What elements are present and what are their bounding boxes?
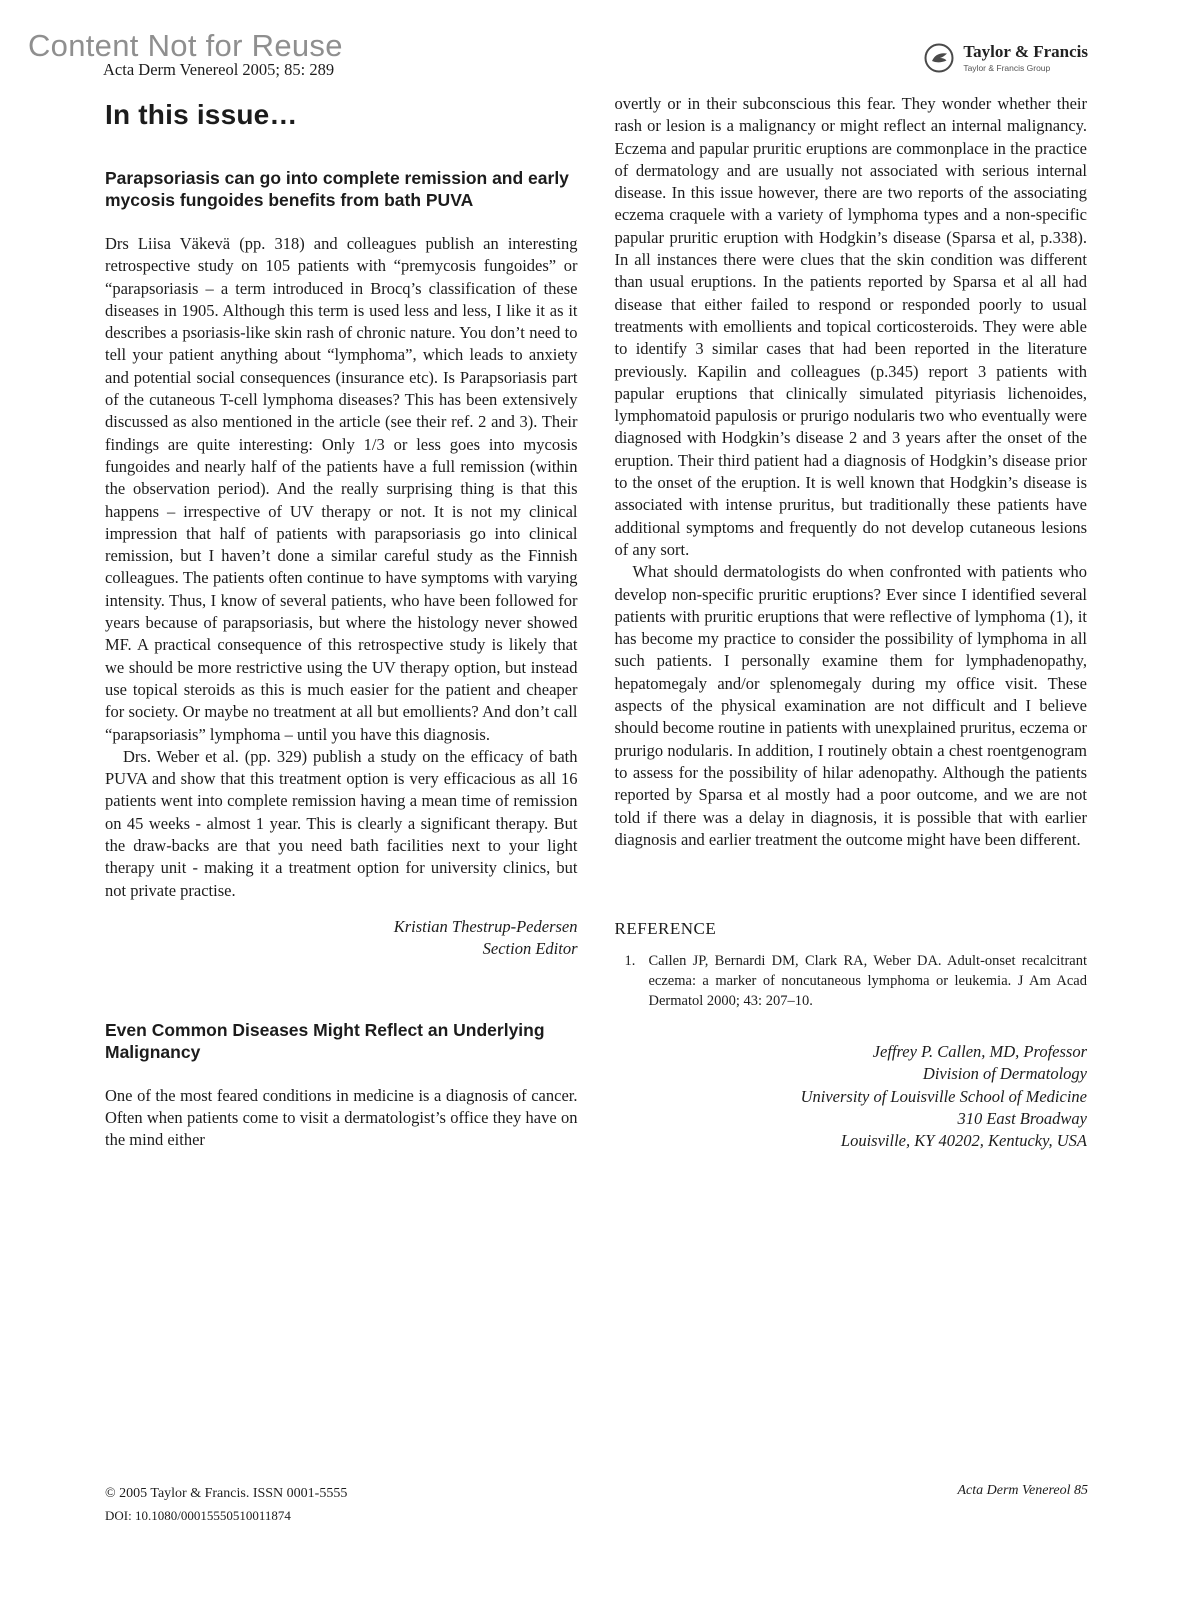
- right-column: [615, 93, 1088, 1153]
- body-paragraph: Drs. Weber et al. (pp. 329) publish a study on the efficacy of bath PUVA and show that this treatment option is very efficacious as all 16 patients went into complete remission having a mean time of remission on 45 weeks - almost 1 year. This is clearly a significant therapy. But the draw-backs are that you need bath facilities next to your light therapy unit - making it a treatment option for university clinics, but not private practise.: [105, 746, 578, 900]
- author-signature-line: Louisville, KY 40202, Kentucky, USA: [840, 1131, 1087, 1151]
- section-editor-name: Kristian Thestrup-Pedersen: [393, 916, 578, 936]
- reference-text: Callen JP, Bernardi DM, Clark RA, Weber DA. Adult-onset recalcitrant eczema: a marker of noncutaneous lymphoma or leukemia. J Am Acad Dermatol 2000; 43: 207–10.: [648, 953, 1087, 1010]
- author-signature-line: Division of Dermatology: [922, 1064, 1087, 1084]
- author-signature-line: 310 East Broadway: [957, 1108, 1087, 1128]
- body-paragraph: What should dermatologists do when confronted with patients who develop non-specific pruritic eruptions? Ever since I identified several patients with pruritic eruptions that were reflective of lymphoma (1), it has become my practice to consider the possibility of lymphoma in all such patients. I personally examine them for lymphadenopathy, hepatomegaly and/or splenomegaly during my office visit. These aspects of the physical examination are not difficult and I believe should become routine in patients with unexplained pruritus, eczema or prurigo nodularis. In addition, I routinely obtain a chest roentgenogram to assess for the possibility of hilar adenopathy. Although the patients reported by Sparsa et al mostly had a poor outcome, and we are not told if there was a delay in diagnosis, it is possible that with earlier diagnosis and earlier treatment the outcome might have been different.: [614, 562, 1087, 849]
- author-signature-line: University of Louisville School of Medicine: [800, 1086, 1087, 1106]
- body-paragraph: Drs Liisa Väkevä (pp. 318) and colleagues publish an interesting retrospective study on 105 patients with “premycosis fungoides” or “parapsoriasis – a term introduced in Brocq’s classification of these diseases in 1905. Although this term is used less and less, I like it as it describes a psoriasis-like skin rash of chronic nature. You don’t need to tell your patient anything about “lymphoma”, which leads to anxiety and potential social consequences (insurance etc). Is Parapsoriasis part of the cutaneous T-cell lymphoma diseases? This has been extensively discussed as also mentioned in the article (see their ref. 2 and 3). Their findings are quite interesting: Only 1/3 or less goes into mycosis fungoides and nearly half of the patients have a full remission (within the observation period). And the really surprising thing is that this happens – irrespective of UV therapy or not. It is not my clinical impression that half of patients with parapsoriasis go into clinical remission, but I haven’t done a similar careful study as the Finnish colleagues. The patients often continue to have symptoms with varying intensity. Thus, I know of several patients, who have been followed for years because of parapsoriasis, but where the histology never showed MF. A practical consequence of this retrospective study is likely that we should be more restrictive using the UV therapy option, but instead use topical steroids as this is much easier for the patient and cheaper for society. Or maybe no treatment at all but emollients? And don’t call “parapsoriasis” lymphoma – until you have this diagnosis.: [105, 234, 578, 744]
- taylor-francis-swan-icon: [923, 42, 955, 74]
- page-footer: [105, 1483, 1088, 1527]
- watermark-text: Content Not for Reuse: [28, 28, 343, 63]
- section-heading-common-diseases: Even Common Diseases Might Reflect an Underlying Malignancy: [105, 1019, 545, 1062]
- footer-imprint: [105, 1483, 347, 1527]
- body-paragraph: One of the most feared conditions in medicine is a diagnosis of cancer. Often when patients come to visit a dermatologist’s office they have on the mind either: [105, 1085, 578, 1150]
- publisher-name: Taylor & Francis: [963, 41, 1088, 61]
- author-signature: [615, 1041, 1088, 1152]
- footer-journal-name: Acta Derm Venereol 85: [957, 1483, 1088, 1498]
- reference-heading: REFERENCE: [614, 919, 717, 939]
- journal-citation: Acta Derm Venereol 2005; 85: 289: [103, 60, 335, 79]
- section-editor-role: Section Editor: [482, 939, 578, 959]
- author-signature-line: Jeffrey P. Callen, MD, Professor: [872, 1042, 1087, 1062]
- two-column-body: [105, 93, 1087, 1153]
- reference-item: [615, 951, 1088, 1011]
- section-heading-parapsoriasis: Parapsoriasis can go into complete remission and early mycosis fungoides benefits from bath PUVA: [105, 168, 569, 210]
- section-editor-signature: [105, 916, 578, 961]
- footer-doi: DOI: 10.1080/00015550510011874: [105, 1508, 291, 1523]
- publisher-group: Taylor & Francis Group: [963, 62, 1051, 73]
- left-column: [105, 93, 578, 1153]
- reference-number: 1.: [624, 953, 636, 970]
- page-title: In this issue…: [105, 99, 298, 130]
- publisher-wordmark: [963, 43, 1088, 73]
- footer-copyright: © 2005 Taylor & Francis. ISSN 0001-5555: [105, 1486, 348, 1501]
- body-paragraph: overtly or in their subconscious this fear. They wonder whether their rash or lesion is a malignancy or might reflect an internal malignancy. Eczema and papular pruritic eruptions are commonplace in the practice of dermatology and are usually not associated with serious internal disease. In this issue however, there are two reports of the associating eczema craquele with a variety of lymphoma types and a non-specific papular pruritic eruption with Hodgkin’s disease (Sparsa et al, p.338). In all instances there were clues that the skin condition was different than usual eruptions. In the patients reported by Sparsa et al all had disease that either failed to respond or responded poorly to usual treatments with emollients and topical corticosteroids. They were able to identify 3 similar cases that had been reported in the literature previously. Kapilin and colleagues (p.345) report 3 patients with papular eruptions that clinically simulated pityriasis lichenoides, lymphomatoid papulosis or prurigo nodularis two who eventually were diagnosed with Hodgkin’s disease 2 and 3 years after the onset of the eruption. Their third patient had a diagnosis of Hodgkin’s disease prior to the onset of the eruption. It is well known that Hodgkin’s disease is associated with intense pruritus, but traditionally these patients have additional symptoms and frequently do not develop cutaneous lesions of any sort.: [614, 94, 1087, 559]
- taylor-francis-logo: [923, 42, 1088, 74]
